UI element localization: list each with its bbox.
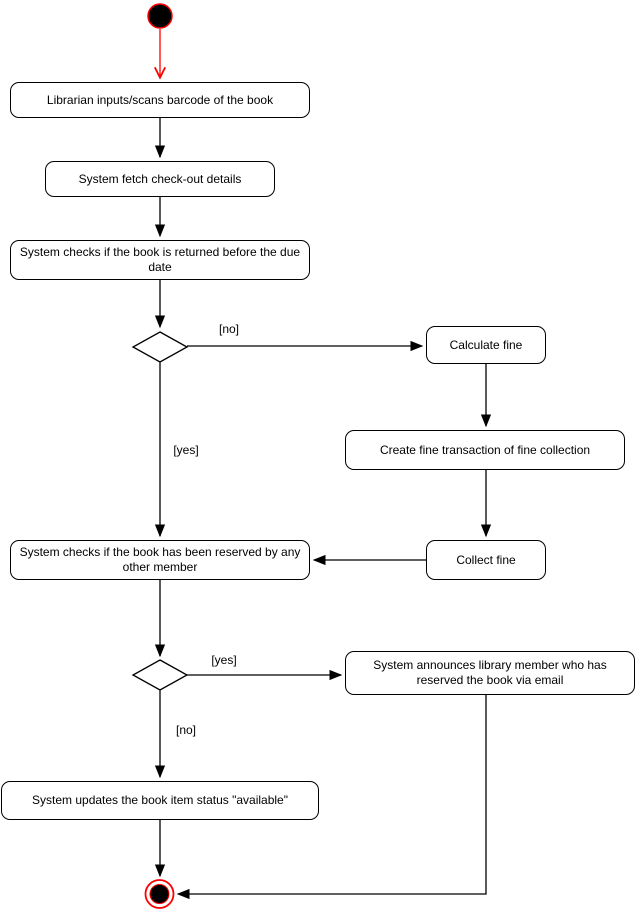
guard-reserved-yes: [yes] <box>211 653 237 667</box>
activity-scan-barcode: Librarian inputs/scans barcode of the book <box>10 82 310 118</box>
activity-check-reserved: System checks if the book has been reserved by any other member <box>10 540 310 580</box>
guard-reserved-no: [no] <box>175 723 197 737</box>
activity-fetch-checkout: System fetch check-out details <box>45 161 275 197</box>
activity-create-fine-transaction: Create fine transaction of fine collection <box>345 430 625 470</box>
activity-calculate-fine: Calculate fine <box>426 326 546 364</box>
initial-node <box>148 4 172 28</box>
activity-update-status: System updates the book item status "available" <box>1 781 319 820</box>
final-node-core <box>150 885 169 904</box>
guard-due-date-yes: [yes] <box>173 443 199 457</box>
activity-check-due-date: System checks if the book is returned before the due date <box>10 240 310 280</box>
decision-returned-before-due-date <box>133 332 187 362</box>
decision-book-reserved <box>133 660 187 690</box>
activity-collect-fine: Collect fine <box>426 540 546 580</box>
activity-announce-member: System announces library member who has reserved the book via email <box>345 651 635 695</box>
guard-due-date-no: [no] <box>218 322 240 336</box>
